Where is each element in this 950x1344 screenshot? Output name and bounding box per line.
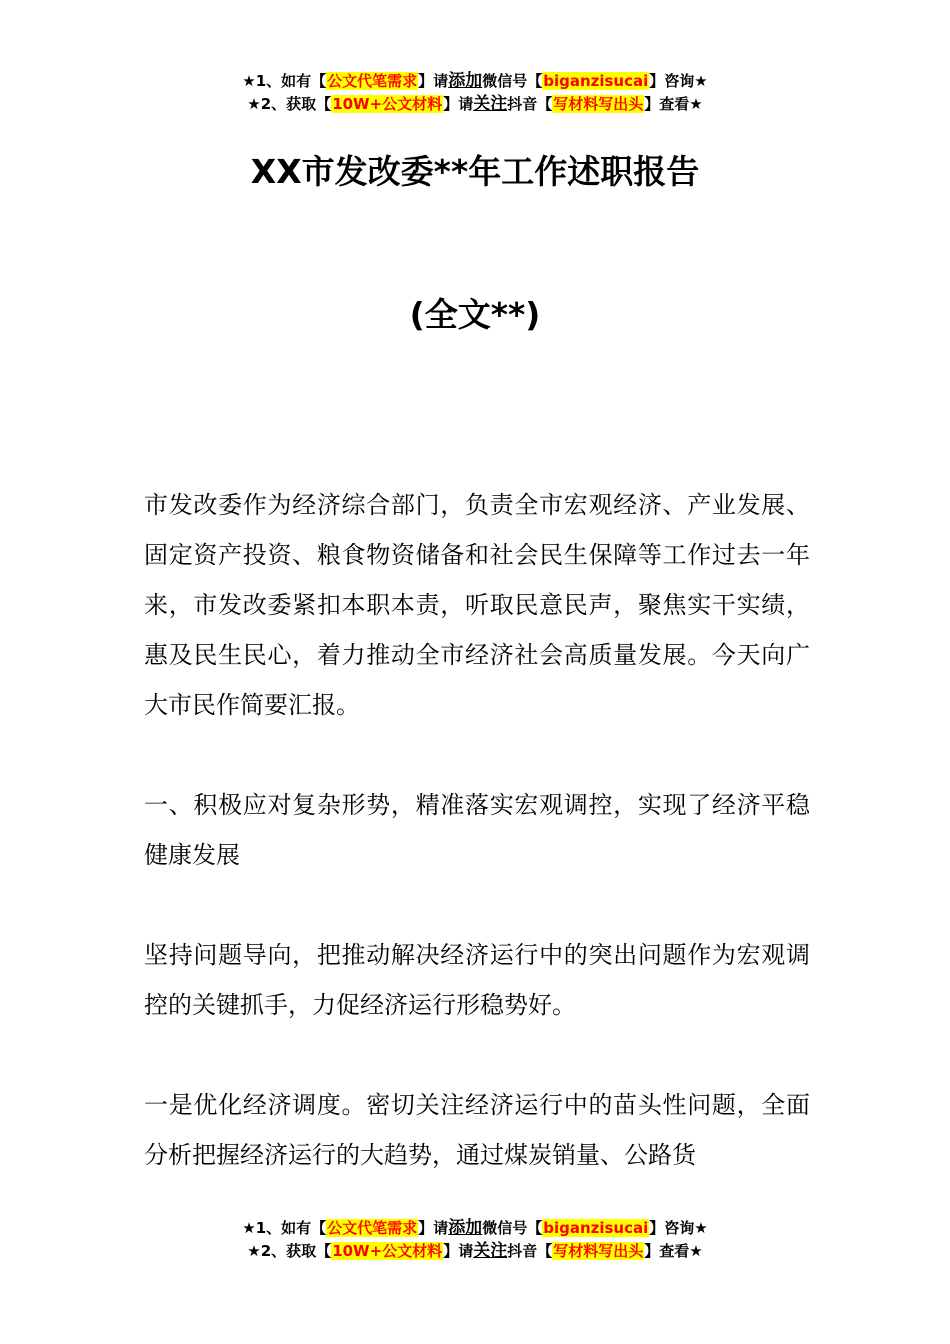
promo-text: ★2、获取【 (247, 1242, 332, 1260)
paragraph-economic-scheduling (144, 1080, 810, 1180)
promo-emphasis: 添加 (448, 71, 483, 91)
promo-highlight: biganzisucai (543, 72, 649, 90)
promo-text: 抖音【 (507, 95, 553, 113)
promo-line-2 (0, 93, 950, 116)
promo-text: ★1、如有【 (242, 1219, 327, 1237)
document-title: XX市发改委**年工作述职报告 (250, 152, 700, 191)
paragraph-text: 一、积极应对复杂形势，精准落实宏观调控，实现了经济平稳健康发展 (144, 791, 810, 869)
promo-text: 】请 (418, 72, 449, 90)
promo-text: 】查看★ (644, 95, 703, 113)
promo-text: 微信号【 (482, 1219, 543, 1237)
bottom-promo-banner (0, 1217, 950, 1263)
promo-line-2 (0, 1240, 950, 1263)
paragraph-problem-orientation (144, 930, 810, 1030)
promo-text: 】请 (443, 1242, 474, 1260)
promo-text: 】请 (418, 1219, 449, 1237)
promo-line-1 (0, 1217, 950, 1240)
paragraph-text: 一是优化经济调度。密切关注经济运行中的苗头性问题，全面分析把握经济运行的大趋势，通过煤炭销量、公路货 (144, 1091, 810, 1169)
promo-text: ★2、获取【 (247, 95, 332, 113)
promo-highlight: 公文代笔需求 (327, 1219, 418, 1237)
promo-text: 微信号【 (482, 72, 543, 90)
promo-text: 】请 (443, 95, 474, 113)
paragraph-text: 坚持问题导向，把推动解决经济运行中的突出问题作为宏观调控的关键抓手，力促经济运行形稳势好。 (144, 941, 810, 1019)
promo-line-1 (0, 70, 950, 93)
promo-highlight: biganzisucai (543, 1219, 649, 1237)
paragraph-intro (144, 480, 810, 730)
top-promo-banner (0, 70, 950, 116)
promo-text: 抖音【 (507, 1242, 553, 1260)
promo-text: ★1、如有【 (242, 72, 327, 90)
section-heading (144, 780, 810, 880)
paragraph-text: 市发改委作为经济综合部门，负责全市宏观经济、产业发展、固定资产投资、粮食物资储备和社会民生保障等工作过去一年来，市发改委紧扣本职本责，听取民意民声，聚焦实干实绩，惠及民生民心，着力推动全市经济社会高质量发展。今天向广大市民作简要汇报。 (144, 491, 810, 719)
promo-text: 】咨询★ (649, 72, 708, 90)
promo-highlight: 公文代笔需求 (327, 72, 418, 90)
promo-text: 】咨询★ (649, 1219, 708, 1237)
promo-text: 】查看★ (644, 1242, 703, 1260)
promo-highlight: 写材料写出头 (553, 1242, 644, 1260)
promo-highlight: 10W+公文材料 (332, 1242, 443, 1260)
promo-emphasis: 关注 (473, 1241, 508, 1261)
promo-highlight: 10W+公文材料 (332, 95, 443, 113)
document-subtitle: (全文**) (409, 295, 541, 334)
promo-emphasis: 关注 (473, 94, 508, 114)
promo-highlight: 写材料写出头 (553, 95, 644, 113)
promo-emphasis: 添加 (448, 1218, 483, 1238)
